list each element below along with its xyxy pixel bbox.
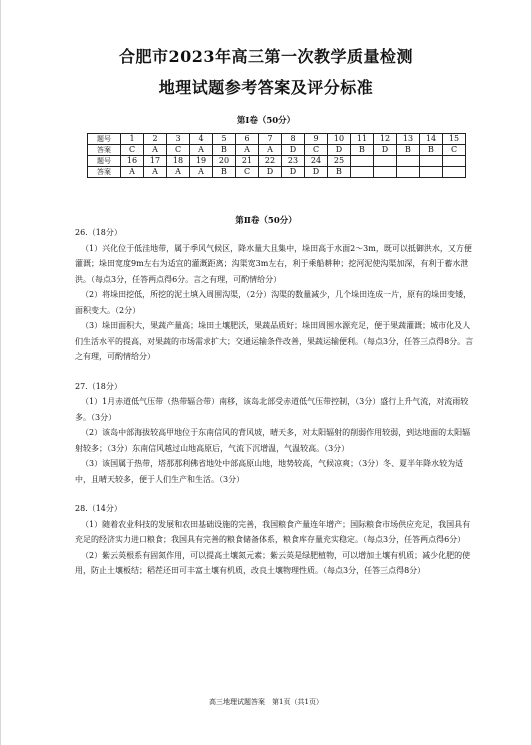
answer-row [88,145,466,156]
answer-cell: D [328,145,351,156]
question-number-cell: 23 [282,156,305,167]
question-number-cell: 13 [397,134,420,145]
answer-cell [374,167,397,178]
question-number-cell: 5 [213,134,236,145]
answer-cell: A [144,167,167,178]
answer-cell: C [236,167,259,178]
answer-cell: C [167,145,190,156]
question-number-cell: 20 [213,156,236,167]
answer-cell: A [121,167,144,178]
question-number-cell: 8 [282,134,305,145]
question-number-row [88,156,466,167]
answer-cell: A [236,145,259,156]
answer-cell: A [190,145,213,156]
question-number-cell: 4 [190,134,213,145]
answer-cell [397,167,420,178]
question-number-cell: 21 [236,156,259,167]
answer-cell: C [121,145,144,156]
answer-paragraph: （2）该岛中部海拔较高甲地位于东南信风的背风坡，晴天多，对太阳辐射的削弱作用较弱，到达地面的太阳辐射较多；（3分）东南信风越过山地高原后，气流下沉增温，气温较高。（3分） [75,428,471,453]
answer-cell [351,167,374,178]
answer-table [87,133,466,178]
section-2-heading: 第Ⅱ卷（50分） [235,216,297,226]
answer-paragraph: （2）将垛田挖低，所挖的泥土填入周围沟渠，（2分）沟渠的数量减少，几个垛田连成一片，原有的垛田变矮，面积变大。（2分） [75,290,472,315]
answer-cell: D [259,167,282,178]
answer-paragraph: （1）随着农业科技的发展和农田基础设施的完善，我国粮食产量连年增产；国际粮食市场供应充足，我国具有充足的经济实力进口粮食；我国具有完善的粮食储备体系，粮食库存量充实稳定。（每点3分，任答两点得6分） [75,519,471,544]
question-number-cell: 11 [351,134,374,145]
answer-cell [443,167,466,178]
question-number-cell: 24 [305,156,328,167]
answer-row [88,167,466,178]
question-number-cell [351,156,374,167]
question-number-cell: 10 [328,134,351,145]
answer-cell: D [282,167,305,178]
question-number-cell: 19 [190,156,213,167]
section-1-heading: 第Ⅰ卷（50分） [236,116,296,126]
answer-paragraph: （3）该国属于热带，塔那那利佛省地处中部高原山地，地势较高，气候凉爽；（3分）冬、夏半年降水较为适中，且晴天较多，便于人们生产和生活。（3分） [75,459,464,484]
question-number-row [88,134,466,145]
question-title: 28.（14分） [75,504,122,513]
question-number-cell: 1 [121,134,144,145]
question-title: 26.（18分） [75,228,122,237]
row-label-answer: 答案 [88,145,121,156]
answer-paragraph: （2）紫云英根系有固氮作用，可以提高土壤氮元素；紫云英是绿肥植物，可以增加土壤有机质；减少化肥的使用，防止土壤板结；稻茬还田可丰富土壤有机质，改良土壤物理性质。（每点3分，任答三点得8分） [75,550,471,575]
question-number-cell: 2 [144,134,167,145]
document-title: 合肥市2023年高三第一次教学质量检测 [118,47,414,66]
answer-cell: B [420,145,443,156]
answer-cell: C [305,145,328,156]
question-number-cell: 16 [121,156,144,167]
question-number-cell: 22 [259,156,282,167]
page-footer: 高三地理试题答案 第1页（共1页） [209,698,323,706]
question-number-cell: 6 [236,134,259,145]
answer-cell: A [167,167,190,178]
question-number-cell: 14 [420,134,443,145]
answer-cell: B [351,145,374,156]
question-number-cell [374,156,397,167]
question-number-cell [397,156,420,167]
question-number-cell: 3 [167,134,190,145]
section-2-content [75,225,475,579]
question-number-cell: 9 [305,134,328,145]
answer-cell: D [305,167,328,178]
row-label-question: 题号 [88,134,121,145]
answer-cell: B [213,167,236,178]
answer-paragraph: （1）1月赤道低气压带（热带辐合带）南移，该岛北部受赤道低气压带控制，（3分）盛行上升气流，对流雨较多。（3分） [75,397,469,422]
question-title: 27.（18分） [75,381,122,391]
row-label-answer: 答案 [88,167,121,178]
answer-cell [420,167,443,178]
row-label-question: 题号 [88,156,121,167]
answer-cell: C [443,145,466,156]
question-number-cell: 18 [167,156,190,167]
question-number-cell [420,156,443,167]
question-number-cell: 17 [144,156,167,167]
document-subtitle: 地理试题参考答案及评分标准 [158,78,374,97]
question-spacer [75,365,475,379]
answer-cell: A [259,145,282,156]
answer-cell: B [328,167,351,178]
question-number-cell: 7 [259,134,282,145]
question-number-cell: 12 [374,134,397,145]
question-number-cell: 15 [443,134,466,145]
answer-cell: D [282,145,305,156]
question-number-cell [443,156,466,167]
answer-cell: B [213,145,236,156]
answer-cell: A [190,167,213,178]
answer-cell: B [397,145,420,156]
answer-paragraph: （3）垛田面积大，果蔬产量高；垛田土壤肥沃，果蔬品质好；垛田周围水源充足，便于果蔬灌溉；城市化及人们生活水平的提高，对果蔬的市场需求扩大；交通运输条件改善，果蔬运输便利。（每点3分，任答三点得8分。言之有理，可酌情给分） [75,321,474,361]
answer-cell: A [144,145,167,156]
question-spacer [75,487,475,501]
answer-paragraph: （1）兴化位于低洼地带，属于季风气候区，降水量大且集中，垛田高于水面2～3m，既可以抵御洪水，又方便灌溉；垛田宽度9m左右为适宜的灌溉距离；沟渠宽3m左右，利于乘船耕种；挖河泥使沟渠加深，有利于蓄水泄洪。（每点3分，任答两点得6分。言之有理，可酌情给分） [75,243,472,284]
question-number-cell: 25 [328,156,351,167]
answer-cell: D [374,145,397,156]
